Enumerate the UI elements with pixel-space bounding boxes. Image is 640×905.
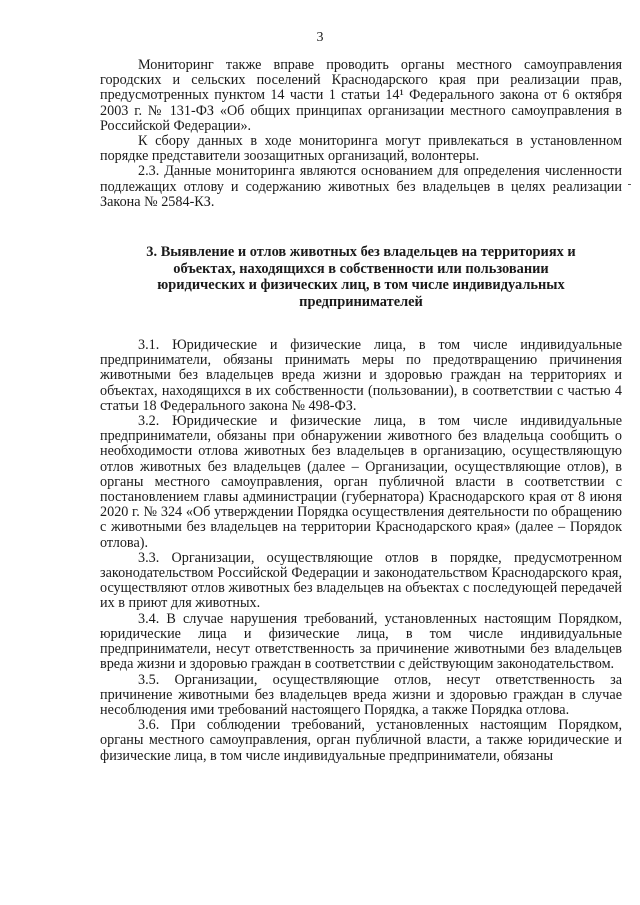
paragraph-2-3: 2.3. Данные мониторинга являются основанием для определения численности подлежащих отлову и содержанию животных без владельцев в целях реализации Закона № 2584-КЗ. [100, 163, 622, 210]
section-title-3: 3. Выявление и отлов животных без владельцев на территориях и объектах, находящихся в собственности или пользовании юридических и физических лиц, в том числе индивидуальных предпринимателей [146, 244, 576, 310]
paragraph-volunteers: К сбору данных в ходе мониторинга могут привлекаться в установленном порядке представители зоозащитных организаций, волонтеры. [100, 133, 622, 165]
paragraph-3-4: 3.4. В случае нарушения требований, установленных настоящим Порядком, юридические лица и физические лица, в том числе индивидуальные предприниматели, несут ответственность за причинение животными без владельцев вреда жизни и здоровью граждан в соответствии с действующим законодательством. [100, 610, 622, 673]
scan-mark [628, 184, 631, 185]
paragraph-3-2: 3.2. Юридические и физические лица, в том числе индивидуальные предприниматели, обязаны при обнаружении животного без владельца сообщить о необходимости отлова животных без владельцев в организацию, осуществляющую отлов животных без владельцев (далее – Организации, осуществляющие отлов), в органы местного самоуправления, орган публичной власти в соответствии с постановлением главы администрации (губернатора) Краснодарского края от 8 июня 2020 г. № 324 «Об утверждении Порядка осуществления деятельности по обращению с животными без владельцев на территории Краснодарского края» (далее – Порядок отлова). [100, 413, 622, 551]
paragraph-3-5: 3.5. Организации, осуществляющие отлов, несут ответственность за причинение животными без владельцев вреда жизни и здоровью граждан в случае несоблюдения ими требований настоящего Порядка, а также Порядка отлова. [100, 671, 622, 718]
paragraph-3-3: 3.3. Организации, осуществляющие отлов в порядке, предусмотренном законодательством Российской Федерации и законодательством Краснодарского края, осуществляют отлов животных без владельцев на объектах с последующей передачей их в приют для животных. [100, 549, 622, 612]
page-number: 3 [316, 30, 324, 45]
paragraph-3-6: 3.6. При соблюдении требований, установленных настоящим Порядком, органы местного самоуправления, орган публичной власти, а также юридические и физические лица, в том числе индивидуальные предприниматели, обязаны [100, 717, 622, 764]
paragraph-3-1: 3.1. Юридические и физические лица, в том числе индивидуальные предприниматели, обязаны принимать меры по предотвращению причинения животными без владельцев вреда жизни и здоровью граждан на территориях и объектах, находящихся в их собственности (пользовании), в соответствии с частью 4 статьи 18 Федерального закона № 498-ФЗ. [100, 337, 622, 414]
paragraph-monitoring-rights: Мониторинг также вправе проводить органы местного самоуправления городских и сельских поселений Краснодарского края при реализации прав, предусмотренных пунктом 14 части 1 статьи 14¹ Федерального закона от 6 октября 2003 г. № 131-ФЗ «Об общих принципах организации местного самоуправления в Российской Федерации». [100, 57, 622, 134]
document-body [100, 58, 622, 764]
